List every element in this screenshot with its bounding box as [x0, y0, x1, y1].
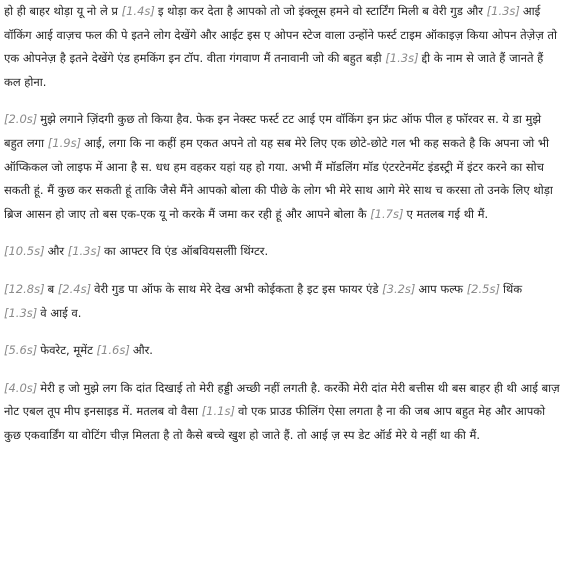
timestamp: [2.5s]	[466, 281, 500, 296]
segment-text: मुझे लगाने ज़िंदगी कुछ तो किया हैव. फेक इन नेक्स्ट फर्स्ट टट आई एम वॉकिंग इन फ्रंट ऑफ पील ह फॉरवर स. ये डा मुझे बहुत लगा	[4, 112, 542, 150]
segment-text: और.	[132, 343, 153, 358]
segment-text: ब	[47, 281, 58, 296]
segment-text: वेरी गुड पा ऑफ के साथ मेरे देख अभी कोईकता है इट इस फायर एंडे	[94, 281, 383, 296]
timestamp: [1.3s]	[486, 4, 520, 18]
timestamp: [5.6s]	[4, 343, 38, 358]
transcript-paragraph-6	[0, 377, 564, 448]
segment-text: ए मतलब गई थी मैं.	[406, 206, 489, 221]
timestamp: [2.0s]	[4, 112, 38, 127]
segment-text: आप फल्फ	[418, 281, 467, 296]
segment-text: और	[47, 244, 68, 259]
timestamp: [1.3s]	[67, 244, 101, 259]
timestamp: [10.5s]	[4, 244, 45, 259]
segment-text: आई, लगा कि ना कहीं हम एकत अपने तो यह सब मेरे लिए एक छोटे-छोटे गल भी कह सकते है कि अपना जो भी ऑप्किकल जो लाइफ में आना है स. धध हम वहकर यहां यह हो गया. अभी मैं मॉडलिंग मॉड एंटरटेनमेंट इंडस्ट्री में इंटर करने का सोच सकती हूं. मैं कुछ कर सकती हूं ताकि जैसे मैंने आपको बोला की पीछे के लोग भी मेरे साथ आगे मेरे साथ च करसा तो उनके लिए थोड़ा ब्रिज आसन हो जाए तो बस एक-एक यू नो करके मैं जमा कर रही हूं और आपने बोला कै	[4, 135, 553, 221]
segment-text: का आफ्टर वि एंड ऑबवियसलीी थिंग्टर.	[103, 244, 269, 259]
timestamp: [1.3s]	[4, 305, 38, 320]
segment-text: थिंक	[502, 281, 523, 296]
transcript-paragraph-5	[0, 339, 564, 363]
timestamp: [1.4s]	[121, 4, 155, 18]
segment-text: आई वॉकिंग आई वाज़च फल की पे इतने लोग देखेंगे और आईट इस ए ओपन स्टेज वाला उन्होंने फर्स्ट टाइम ऑकाइज़ किया ओपन तेज़ेज़ तो एक ओपनेज़ है इतने देखेंगे एंड हमकिंग इन टॉप. वीता गंगवाण मैं तनावानी जो की बहुत बड़ी	[4, 4, 557, 66]
timestamp: [1.1s]	[201, 404, 235, 419]
segment-text: फेवरेट, मूमेंट	[40, 343, 97, 358]
timestamp: [1.9s]	[47, 135, 82, 150]
segment-text: इ थोड़ा कर देता है आपको तो जो इंक्लूस हमने वो स्टार्टिंग मिली ब वेरी गुड और	[157, 4, 487, 18]
transcript-paragraph-3	[0, 240, 564, 264]
segment-text: वे आई व.	[40, 305, 82, 320]
timestamp: [2.4s]	[57, 281, 92, 296]
timestamp: [1.7s]	[370, 206, 404, 221]
transcript-paragraph-4	[0, 278, 564, 325]
transcript-paragraph-1	[0, 0, 564, 94]
timestamp: [4.0s]	[4, 380, 38, 395]
segment-text: हो ही बाहर थोड़ा यू नो ले प्र	[4, 4, 122, 18]
segment-text: वो एक प्राउड फीलिंग ऐसा लगता है ना की जब आप बहुत मेह और आपको कुछ एकवार्डिंग या वोटिंग चीज़ मिलता है तो कैसे बच्चे खुश हो जाते हैं. तो आई ज़ स्प डेट ऑर्ड मेरे ये नहीं था की मैं.	[4, 404, 546, 442]
timestamp: [1.3s]	[385, 51, 419, 66]
transcript-paragraph-2	[0, 108, 564, 226]
timestamp: [1.6s]	[96, 343, 130, 358]
timestamp: [12.8s]	[4, 281, 45, 296]
segment-text: मेरी ह जो मुझे लग कि दांत दिखाई तो मेरी हड्डी अच्छी नहीं लगती है. करकेी मेरी दांत मेरी बत्तीस थी बस बाहर ही थी आई बाज़ नोट एबल तूप मीप इनसाइड में. मतलब वो वैसा	[4, 380, 560, 419]
timestamp: [3.2s]	[382, 281, 416, 296]
segment-text: द्दी के नाम से जाते हैं जानते हैं कल होना.	[4, 51, 544, 89]
